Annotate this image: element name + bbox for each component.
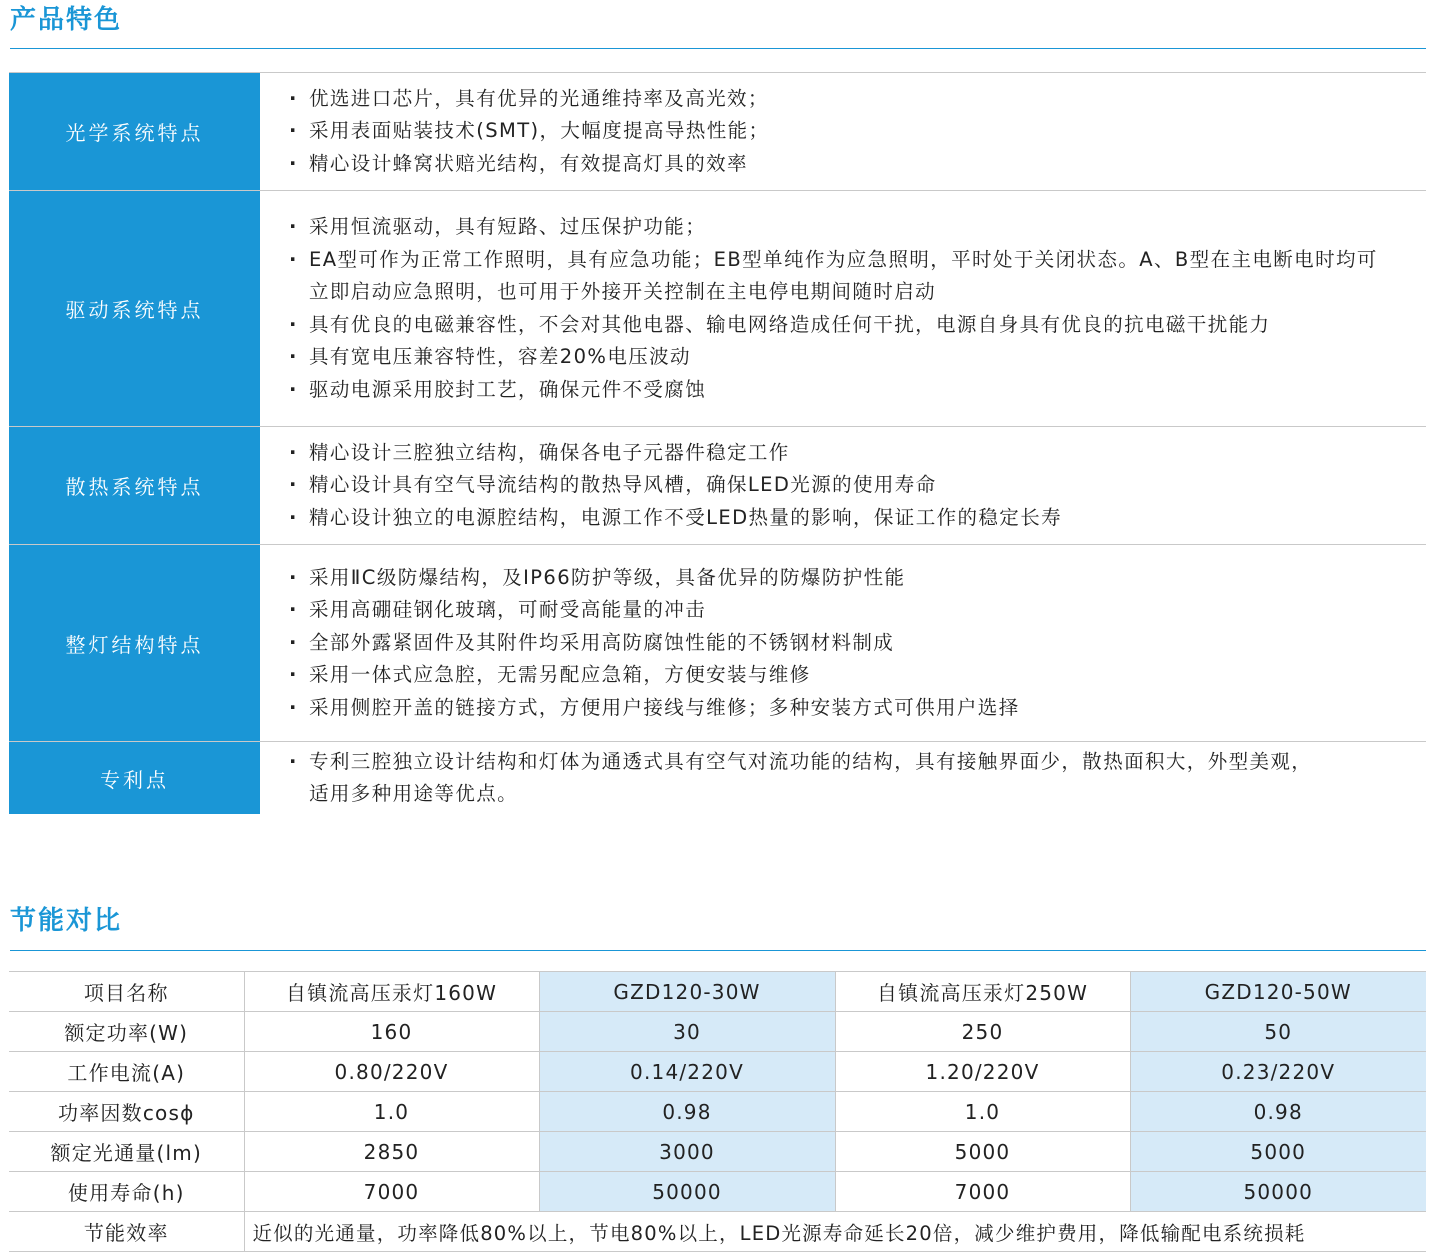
feature-item: · 采用一体式应急腔，无需另配应急箱，方便安装与维修 (289, 659, 1426, 692)
feature-item: · 采用表面贴装技术(SMT)，大幅度提高导热性能； (289, 115, 1426, 148)
table-cell: 1.0 (244, 1092, 539, 1132)
table-row-efficiency (9, 1212, 1426, 1252)
row-label: 额定功率(W) (9, 1012, 244, 1052)
feature-row-structure (9, 544, 1426, 741)
feature-item: · 精心设计独立的电源腔结构，电源工作不受LED热量的影响，保证工作的稳定长寿 (289, 502, 1426, 535)
feature-item: · 精心设计三腔独立结构，确保各电子元器件稳定工作 (289, 437, 1426, 470)
feature-row-patent (9, 741, 1426, 814)
feature-item: · 精心设计蜂窝状赔光结构，有效提高灯具的效率 (289, 148, 1426, 181)
header-cell: 自镇流高压汞灯250W (835, 972, 1130, 1012)
feature-item: · 采用侧腔开盖的链接方式，方便用户接线与维修；多种安装方式可供用户选择 (289, 692, 1426, 725)
feature-row-optical (9, 72, 1426, 190)
row-label: 使用寿命(h) (9, 1172, 244, 1212)
table-cell: 30 (539, 1012, 835, 1052)
table-row (9, 1052, 1426, 1092)
feature-row-driver (9, 190, 1426, 426)
features-title-rule (10, 48, 1426, 49)
table-cell: 0.98 (1130, 1092, 1426, 1132)
header-cell: GZD120-30W (539, 972, 835, 1012)
features-title: 产品特色 (10, 5, 123, 35)
features-table (9, 72, 1426, 814)
table-cell: 0.14/220V (539, 1052, 835, 1092)
feature-category: 驱动系统特点 (9, 191, 261, 426)
comparison-title-rule (10, 950, 1426, 951)
row-label: 节能效率 (9, 1212, 244, 1252)
row-label: 额定光通量(lm) (9, 1132, 244, 1172)
row-label: 工作电流(A) (9, 1052, 244, 1092)
feature-item: · 精心设计具有空气导流结构的散热导风槽，确保LED光源的使用寿命 (289, 469, 1426, 502)
feature-item: · 采用ⅡC级防爆结构，及IP66防护等级，具备优异的防爆防护性能 (289, 562, 1426, 595)
comparison-table (9, 971, 1426, 1252)
table-cell: 2850 (244, 1132, 539, 1172)
table-cell: 1.0 (835, 1092, 1130, 1132)
feature-category: 整灯结构特点 (9, 545, 261, 741)
table-cell: 1.20/220V (835, 1052, 1130, 1092)
table-cell: 5000 (835, 1132, 1130, 1172)
feature-category: 专利点 (9, 742, 261, 814)
table-cell: 7000 (835, 1172, 1130, 1212)
feature-item: · EA型可作为正常工作照明，具有应急功能；EB型单纯作为应急照明，平时处于关闭状态。A、B型在主电断电时均可立即启动应急照明，也可用于外接开关控制在主电停电期间随时启动 (289, 244, 1386, 309)
table-cell: 250 (835, 1012, 1130, 1052)
table-cell: 5000 (1130, 1132, 1426, 1172)
table-cell: 3000 (539, 1132, 835, 1172)
efficiency-text: 近似的光通量，功率降低80%以上，节电80%以上，LED光源寿命延长20倍，减少维护费用，降低输配电系统损耗 (244, 1212, 1426, 1252)
table-cell: 50000 (539, 1172, 835, 1212)
feature-item: · 驱动电源采用胶封工艺，确保元件不受腐蚀 (289, 374, 1386, 407)
table-row (9, 1092, 1426, 1132)
feature-item: · 专利三腔独立设计结构和灯体为通透式具有空气对流功能的结构，具有接触界面少，散热面积大，外型美观，适用多种用途等优点。 (289, 746, 1326, 811)
feature-items (261, 427, 1426, 544)
feature-item: · 采用高硼硅钢化玻璃，可耐受高能量的冲击 (289, 594, 1426, 627)
row-label: 功率因数cosϕ (9, 1092, 244, 1132)
feature-item: · 具有宽电压兼容特性，容差20%电压波动 (289, 341, 1386, 374)
feature-items (261, 742, 1426, 814)
header-cell: 自镇流高压汞灯160W (244, 972, 539, 1012)
table-cell: 7000 (244, 1172, 539, 1212)
header-cell: GZD120-50W (1130, 972, 1426, 1012)
feature-items (261, 73, 1426, 190)
table-cell: 160 (244, 1012, 539, 1052)
feature-item: · 全部外露紧固件及其附件均采用高防腐蚀性能的不锈钢材料制成 (289, 627, 1426, 660)
feature-items (261, 545, 1426, 741)
comparison-title: 节能对比 (10, 906, 123, 936)
table-cell: 50 (1130, 1012, 1426, 1052)
header-cell: 项目名称 (9, 972, 244, 1012)
feature-item: · 优选进口芯片，具有优异的光通维持率及高光效； (289, 83, 1426, 116)
table-row (9, 1172, 1426, 1212)
feature-row-thermal (9, 426, 1426, 544)
table-cell: 50000 (1130, 1172, 1426, 1212)
table-row (9, 1132, 1426, 1172)
feature-item: · 采用恒流驱动，具有短路、过压保护功能； (289, 211, 1386, 244)
feature-category: 光学系统特点 (9, 73, 261, 190)
feature-items (261, 191, 1426, 426)
feature-item: · 具有优良的电磁兼容性，不会对其他电器、输电网络造成任何干扰，电源自身具有优良的抗电磁干扰能力 (289, 309, 1386, 342)
feature-category: 散热系统特点 (9, 427, 261, 544)
table-cell: 0.98 (539, 1092, 835, 1132)
table-row (9, 1012, 1426, 1052)
table-header-row (9, 972, 1426, 1012)
table-cell: 0.23/220V (1130, 1052, 1426, 1092)
table-cell: 0.80/220V (244, 1052, 539, 1092)
